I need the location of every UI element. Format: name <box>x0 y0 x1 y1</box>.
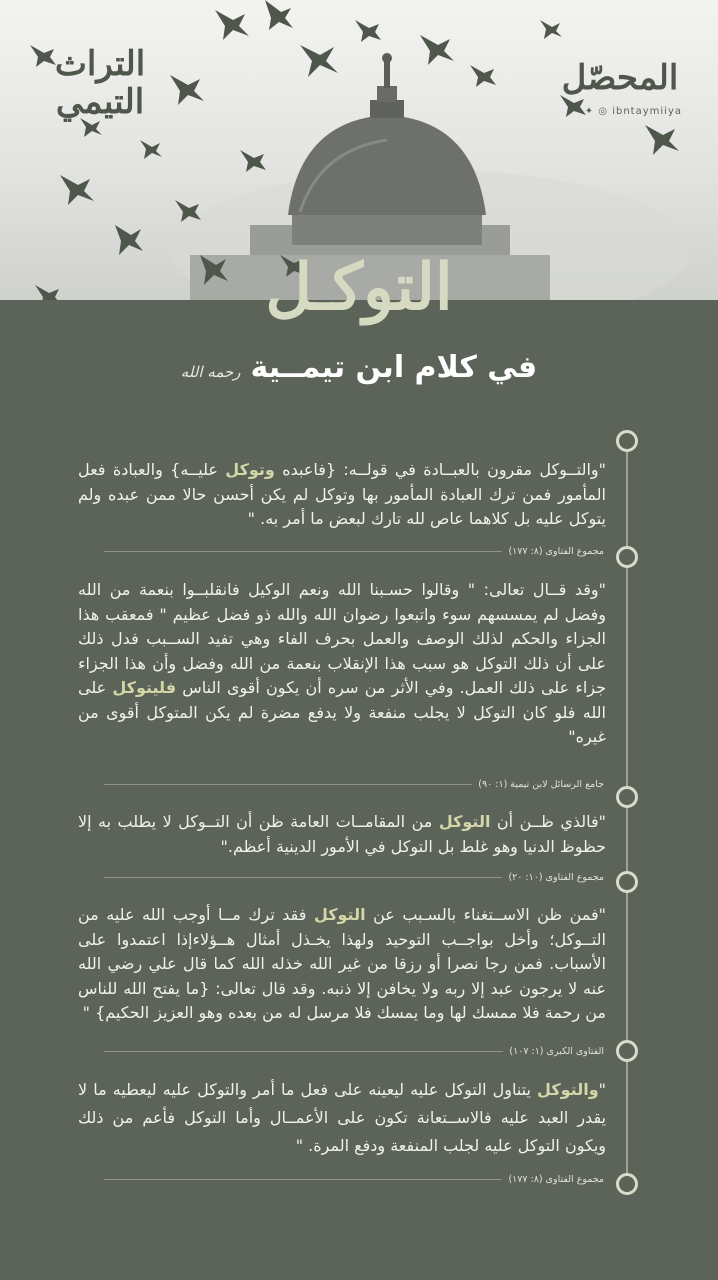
divider <box>104 784 472 785</box>
source-1 <box>104 546 604 557</box>
twitter-icon: ✦ <box>584 106 595 117</box>
logo-line-1: التراث <box>54 44 146 84</box>
highlight: التوكل <box>313 905 366 924</box>
highlight: التوكل <box>438 812 491 831</box>
source-5 <box>104 1174 604 1185</box>
turath-logo <box>50 45 150 121</box>
highlight: والتوكل <box>537 1080 599 1099</box>
source-2 <box>104 779 604 790</box>
page-title: التوكـل <box>265 250 453 325</box>
timeline-node <box>616 871 638 893</box>
quote-2: "وقد قــال تعالى: " وقالوا حسـبنا الله ونعم الوكيل فانقلبــوا بنعمة من الله وفضل لم يمسسهم سوء واتبعوا رضوان الله والله ذو فضل عظيم " فمعقب هذا الجزاء والحكم لذلك الوصف والعمل بحرف الفاء وهي تفيد الســبب فدل ذلك على أن ذلك التوكل هو سبب هذا الإنقلاب بنعمة من الله وفضل وأن هذا الجزاء جزاء على ذلك العمل. وفي الأثر من سره أن يكون أقوى الناس فليتوكل على الله فلو كان التوكل لا يجلب منفعة ولا يدفع مضرة لم يكن المتوكل أقوى من غيره" <box>78 580 607 746</box>
logo-line-2: التيمي <box>55 82 145 122</box>
instagram-icon: ◎ <box>598 106 609 117</box>
quote-4: "فمن ظن الاســتغناء بالسـبب عن التوكل فقد ترك مــا أوجب الله عليه من التــوكل؛ وأخل بواجــب التوحيد ولهذا يخـذل أمثال هــؤلاءإذا اعتمدوا على الأسباب. فمن رجا نصرا أو رزقا من غير الله خذله الله كما قال علي رضي الله عنه لا يرجون عبد إلا ربه ولا يخافن إلا ذنبه. وقد قال تعالى: {ما يفتح الله للناس من رحمة فلا ممسك لها وما يمسك فلا مرسل له من بعده وهو العزيز الحكيم} " <box>78 905 607 1022</box>
divider <box>104 877 502 878</box>
divider <box>104 1179 502 1180</box>
timeline-node <box>616 786 638 808</box>
source-text: مجموع الفتاوى (٨: ١٧٧) <box>508 546 604 557</box>
source-text: مجموع الفتاوى (١٠: ٢٠) <box>508 872 604 883</box>
timeline-node <box>616 1173 638 1195</box>
quote-5: "والتوكل يتناول التوكل عليه ليعينه على فعل ما أمر والتوكل عليه ليعطيه ما لا يقدر العبد عليه فالاســتعانة تكون على الأعمــال وأما التوكل فأعم من ذلك ويكون التوكل عليه لجلب المنفعة ودفع المرة. " <box>78 1080 606 1155</box>
source-4 <box>104 1046 604 1057</box>
highlight: وتوكل <box>225 460 275 479</box>
highlight: فليتوكل <box>112 678 177 697</box>
muhassal-logo: المحصّل <box>561 58 679 98</box>
source-text: الفتاوى الكبرى (١: ١٠٧) <box>509 1046 604 1057</box>
timeline-node <box>616 1040 638 1062</box>
quote-1: "والتــوكل مقرون بالعبــادة في قولــه: {فاعبده وتوكل عليــه} والعبادة فعل المأمور فمن ترك العبادة المأمور بها وتوكل لم يكن أحسن حالا ممن عبده ولم يتوكل عليه بل كلاهما عاص لله تارك لبعض ما أمر به. " <box>78 460 606 528</box>
source-text: جامع الرسائل لابن تيمية (١: ٩٠) <box>478 779 604 790</box>
divider <box>104 1051 503 1052</box>
source-3 <box>104 872 604 883</box>
subtitle-text: في كلام ابن تيمــية <box>250 350 538 385</box>
divider <box>104 551 502 552</box>
handle-text: ibntaymiiya <box>612 106 682 117</box>
source-text: مجموع الفتاوى (٨: ١٧٧) <box>508 1174 604 1185</box>
timeline-node <box>616 430 638 452</box>
social-handle <box>532 106 682 117</box>
quote-3: "فالذي ظــن أن التوكل من المقامــات العامة ظن أن التــوكل لا يطلب به إلا حظوظ الدنيا وهو غلط بل التوكل في الأمور الدينية أعظم." <box>78 812 607 856</box>
timeline-node <box>616 546 638 568</box>
honorific: رحمه الله <box>180 363 241 381</box>
page-subtitle <box>0 350 718 385</box>
